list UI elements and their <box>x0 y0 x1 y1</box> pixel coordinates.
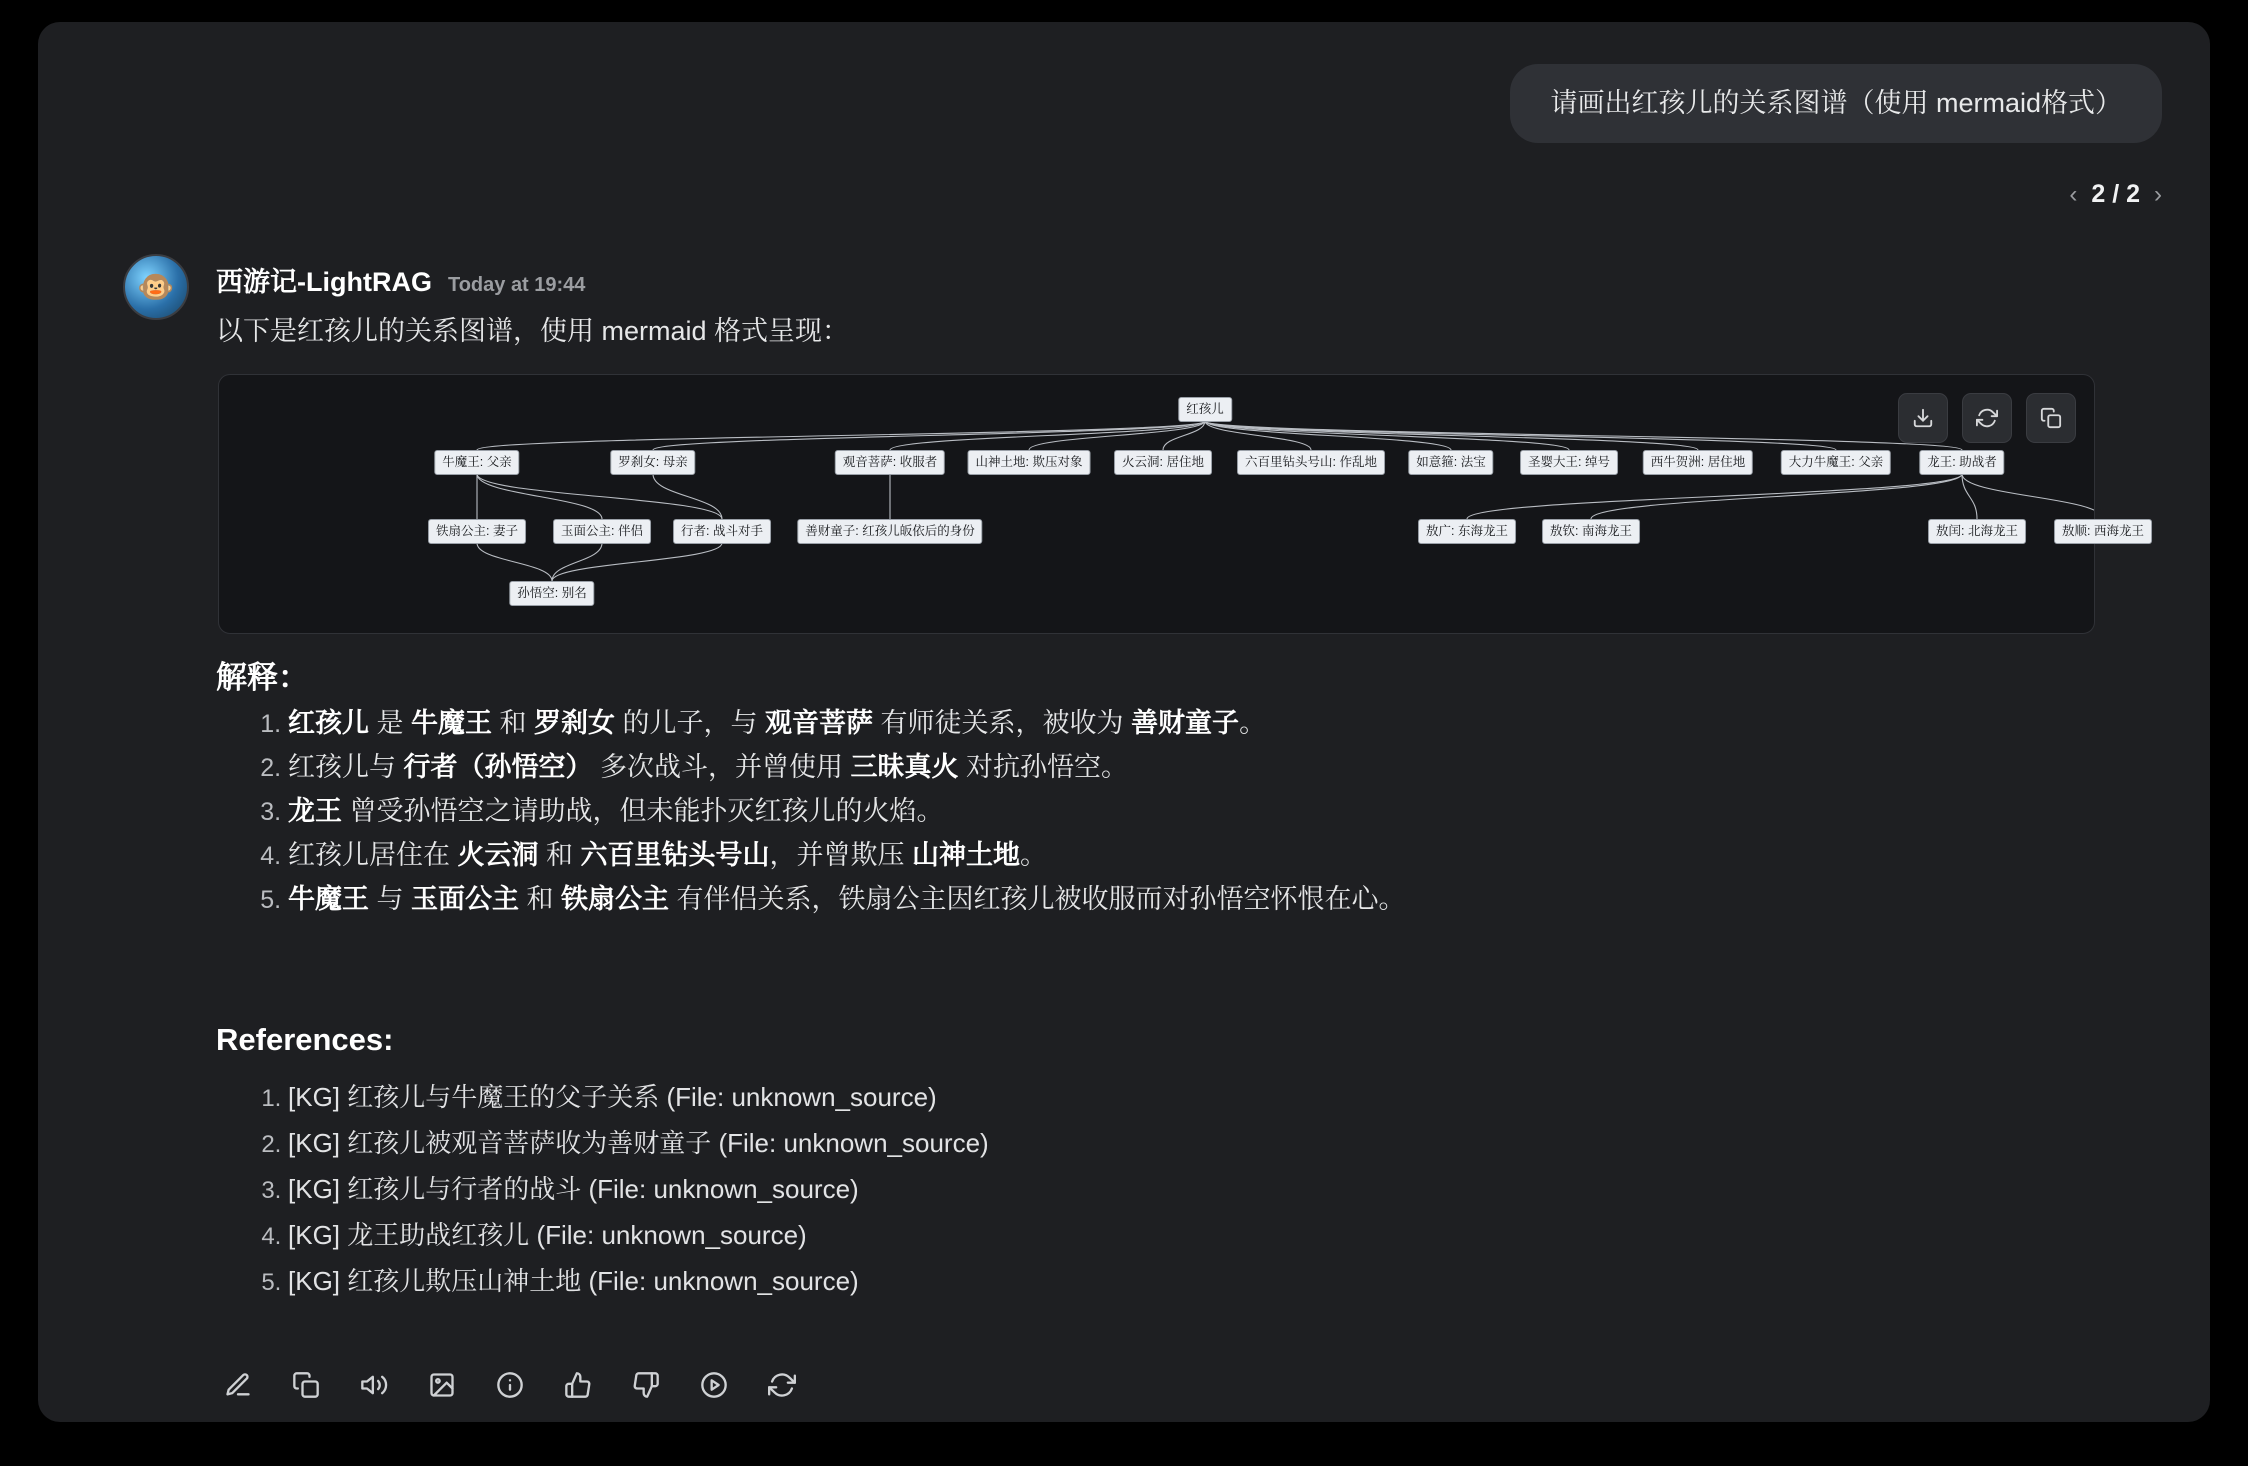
assistant-header <box>216 260 585 299</box>
copy-icon[interactable] <box>2026 393 2076 443</box>
user-message-bubble: 请画出红孩儿的关系图谱（使用 mermaid格式） <box>1510 64 2162 143</box>
diagram-edge <box>1205 421 1962 450</box>
explanation-highlight: 三昧真火 <box>850 752 959 782</box>
download-icon[interactable] <box>1898 393 1948 443</box>
diagram-node: 六百里钻头号山: 作乱地 <box>1237 450 1385 475</box>
explanation-text: 和 <box>492 708 535 738</box>
diagram-toolbar <box>1898 393 2076 443</box>
references-title: References: <box>216 1022 394 1057</box>
explanation-text: 的儿子，与 <box>615 708 766 738</box>
explanation-text: 对抗孙悟空。 <box>958 752 1129 782</box>
diagram-node: 孙悟空: 别名 <box>509 581 594 606</box>
message-timestamp: Today at 19:44 <box>447 274 586 296</box>
copy-icon[interactable] <box>291 1370 321 1400</box>
regenerate-icon[interactable] <box>767 1370 797 1400</box>
explanation-highlight: 罗刹女 <box>534 708 616 738</box>
explanation-item <box>288 710 1406 737</box>
image-icon[interactable] <box>427 1370 457 1400</box>
diagram-node: 大力牛魔王: 父亲 <box>1781 450 1891 475</box>
diagram-edge <box>477 421 1205 450</box>
explanation-text: 红孩儿与 <box>288 752 404 782</box>
explanation-highlight: 善财童子 <box>1131 708 1240 738</box>
explanation-highlight: 龙王 <box>288 796 342 826</box>
explanation-text: ，并曾欺压 <box>769 840 913 870</box>
diagram-node: 罗刹女: 母亲 <box>610 450 695 475</box>
references-list <box>228 1084 989 1314</box>
diagram-edge <box>1962 474 2094 519</box>
assistant-name: 西游记-LightRAG <box>216 267 432 297</box>
diagram-node: 善财童子: 红孩儿皈依后的身份 <box>797 519 982 544</box>
explanation-text: 与 <box>369 884 412 914</box>
explanation-title: 解释： <box>216 660 309 695</box>
explanation-highlight: 铁扇公主 <box>561 884 670 914</box>
play-icon[interactable] <box>699 1370 729 1400</box>
explanation-highlight: 山神土地 <box>912 840 1021 870</box>
explanation-highlight: 观音菩萨 <box>765 708 874 738</box>
diagram-node: 敖广: 东海龙王 <box>1418 519 1516 544</box>
avatar[interactable] <box>123 254 189 320</box>
user-message-row <box>1510 64 2162 143</box>
explanation-item <box>288 754 1406 781</box>
diagram-node: 牛魔王: 父亲 <box>434 450 519 475</box>
prev-message-button[interactable]: ‹ <box>2069 180 2078 208</box>
diagram-node: 观音菩萨: 收服者 <box>835 450 945 475</box>
diagram-node: 如意箍: 法宝 <box>1408 450 1493 475</box>
diagram-node: 龙王: 助战者 <box>1919 450 2004 475</box>
diagram-node: 行者: 战斗对手 <box>673 519 771 544</box>
diagram-node: 铁扇公主: 妻子 <box>428 519 526 544</box>
avatar-glyph: 🐵 <box>137 270 175 304</box>
explanation-text: 。 <box>1239 708 1267 738</box>
diagram-node: 敖顺: 西海龙王 <box>2054 519 2152 544</box>
diagram-edge <box>477 474 722 519</box>
explanation-text: 是 <box>369 708 412 738</box>
diagram-edge <box>1205 421 1698 450</box>
chat-window <box>38 22 2210 1422</box>
mermaid-diagram-panel <box>218 374 2144 634</box>
diagram-edge <box>1163 421 1205 450</box>
explanation-text: 曾受孙悟空之请助战，但未能扑灭红孩儿的火焰。 <box>342 796 944 826</box>
diagram-edge <box>552 543 602 581</box>
diagram-node: 红孩儿 <box>1178 397 1232 422</box>
diagram-edge <box>1205 421 1451 450</box>
refresh-icon[interactable] <box>1962 393 2012 443</box>
explanation-highlight: 行者（孙悟空） <box>403 752 593 782</box>
explanation-highlight: 牛魔王 <box>411 708 493 738</box>
message-pager <box>2069 180 2162 209</box>
explanation-highlight: 牛魔王 <box>288 884 369 914</box>
explanation-highlight: 火云洞 <box>457 840 539 870</box>
explanation-text: 有伴侣关系，铁扇公主因红孩儿被收服而对孙悟空怀恨在心。 <box>669 884 1406 914</box>
explanation-text: 有师徒关系，被收为 <box>873 708 1132 738</box>
diagram-edge <box>1205 421 1311 450</box>
diagram-edge <box>552 543 722 581</box>
explanation-highlight: 玉面公主 <box>411 884 520 914</box>
info-icon[interactable] <box>495 1370 525 1400</box>
diagram-edge <box>1205 421 1836 450</box>
message-counter: 2 / 2 <box>2091 180 2140 208</box>
explanation-item <box>288 798 1406 825</box>
diagram-edges <box>219 375 2094 633</box>
thumbs-up-icon[interactable] <box>563 1370 593 1400</box>
diagram-node: 西牛贺洲: 居住地 <box>1643 450 1753 475</box>
reference-item: 1. [KG] 红孩儿与牛魔王的父子关系 (File: unknown_source) <box>288 1084 989 1110</box>
edit-icon[interactable] <box>223 1370 253 1400</box>
explanation-text: 。 <box>1020 840 1048 870</box>
diagram-edge <box>890 421 1205 450</box>
next-message-button[interactable]: › <box>2154 180 2162 208</box>
diagram-node: 敖钦: 南海龙王 <box>1542 519 1640 544</box>
explanation-text: 多次战斗，并曾使用 <box>592 752 851 782</box>
diagram-edge <box>1205 421 1569 450</box>
speaker-icon[interactable] <box>359 1370 389 1400</box>
explanation-text: 和 <box>519 884 562 914</box>
diagram-node: 圣婴大王: 绰号 <box>1520 450 1618 475</box>
diagram-edge <box>1467 474 1962 519</box>
diagram-edge <box>477 543 552 581</box>
diagram-edge <box>653 421 1205 450</box>
diagram-edge <box>653 474 722 519</box>
diagram-node: 玉面公主: 伴侣 <box>553 519 651 544</box>
reference-item: 5. [KG] 红孩儿欺压山神土地 (File: unknown_source) <box>288 1268 989 1294</box>
diagram-edge <box>477 474 602 519</box>
reference-item: 3. [KG] 红孩儿与行者的战斗 (File: unknown_source) <box>288 1176 989 1202</box>
explanation-text: 和 <box>538 840 581 870</box>
assistant-intro-text: 以下是红孩儿的关系图谱，使用 mermaid 格式呈现： <box>216 316 850 346</box>
explanation-text: 红孩儿居住在 <box>288 840 458 870</box>
reference-item: 2. [KG] 红孩儿被观音菩萨收为善财童子 (File: unknown_source) <box>288 1130 989 1156</box>
thumbs-down-icon[interactable] <box>631 1370 661 1400</box>
explanation-highlight: 六百里钻头号山 <box>580 840 770 870</box>
reference-item: 4. [KG] 龙王助战红孩儿 (File: unknown_source) <box>288 1222 989 1248</box>
diagram-node: 火云洞: 居住地 <box>1114 450 1212 475</box>
explanation-list <box>228 710 1406 930</box>
explanation-item <box>288 886 1406 913</box>
diagram-edge <box>1591 474 1962 519</box>
message-action-bar <box>223 1370 797 1400</box>
explanation-highlight: 红孩儿 <box>288 708 369 738</box>
explanation-item <box>288 842 1406 869</box>
diagram-node: 敖闰: 北海龙王 <box>1928 519 2026 544</box>
diagram-node: 山神土地: 欺压对象 <box>968 450 1091 475</box>
diagram-edge <box>1962 474 1977 519</box>
diagram-edge <box>1029 421 1205 450</box>
